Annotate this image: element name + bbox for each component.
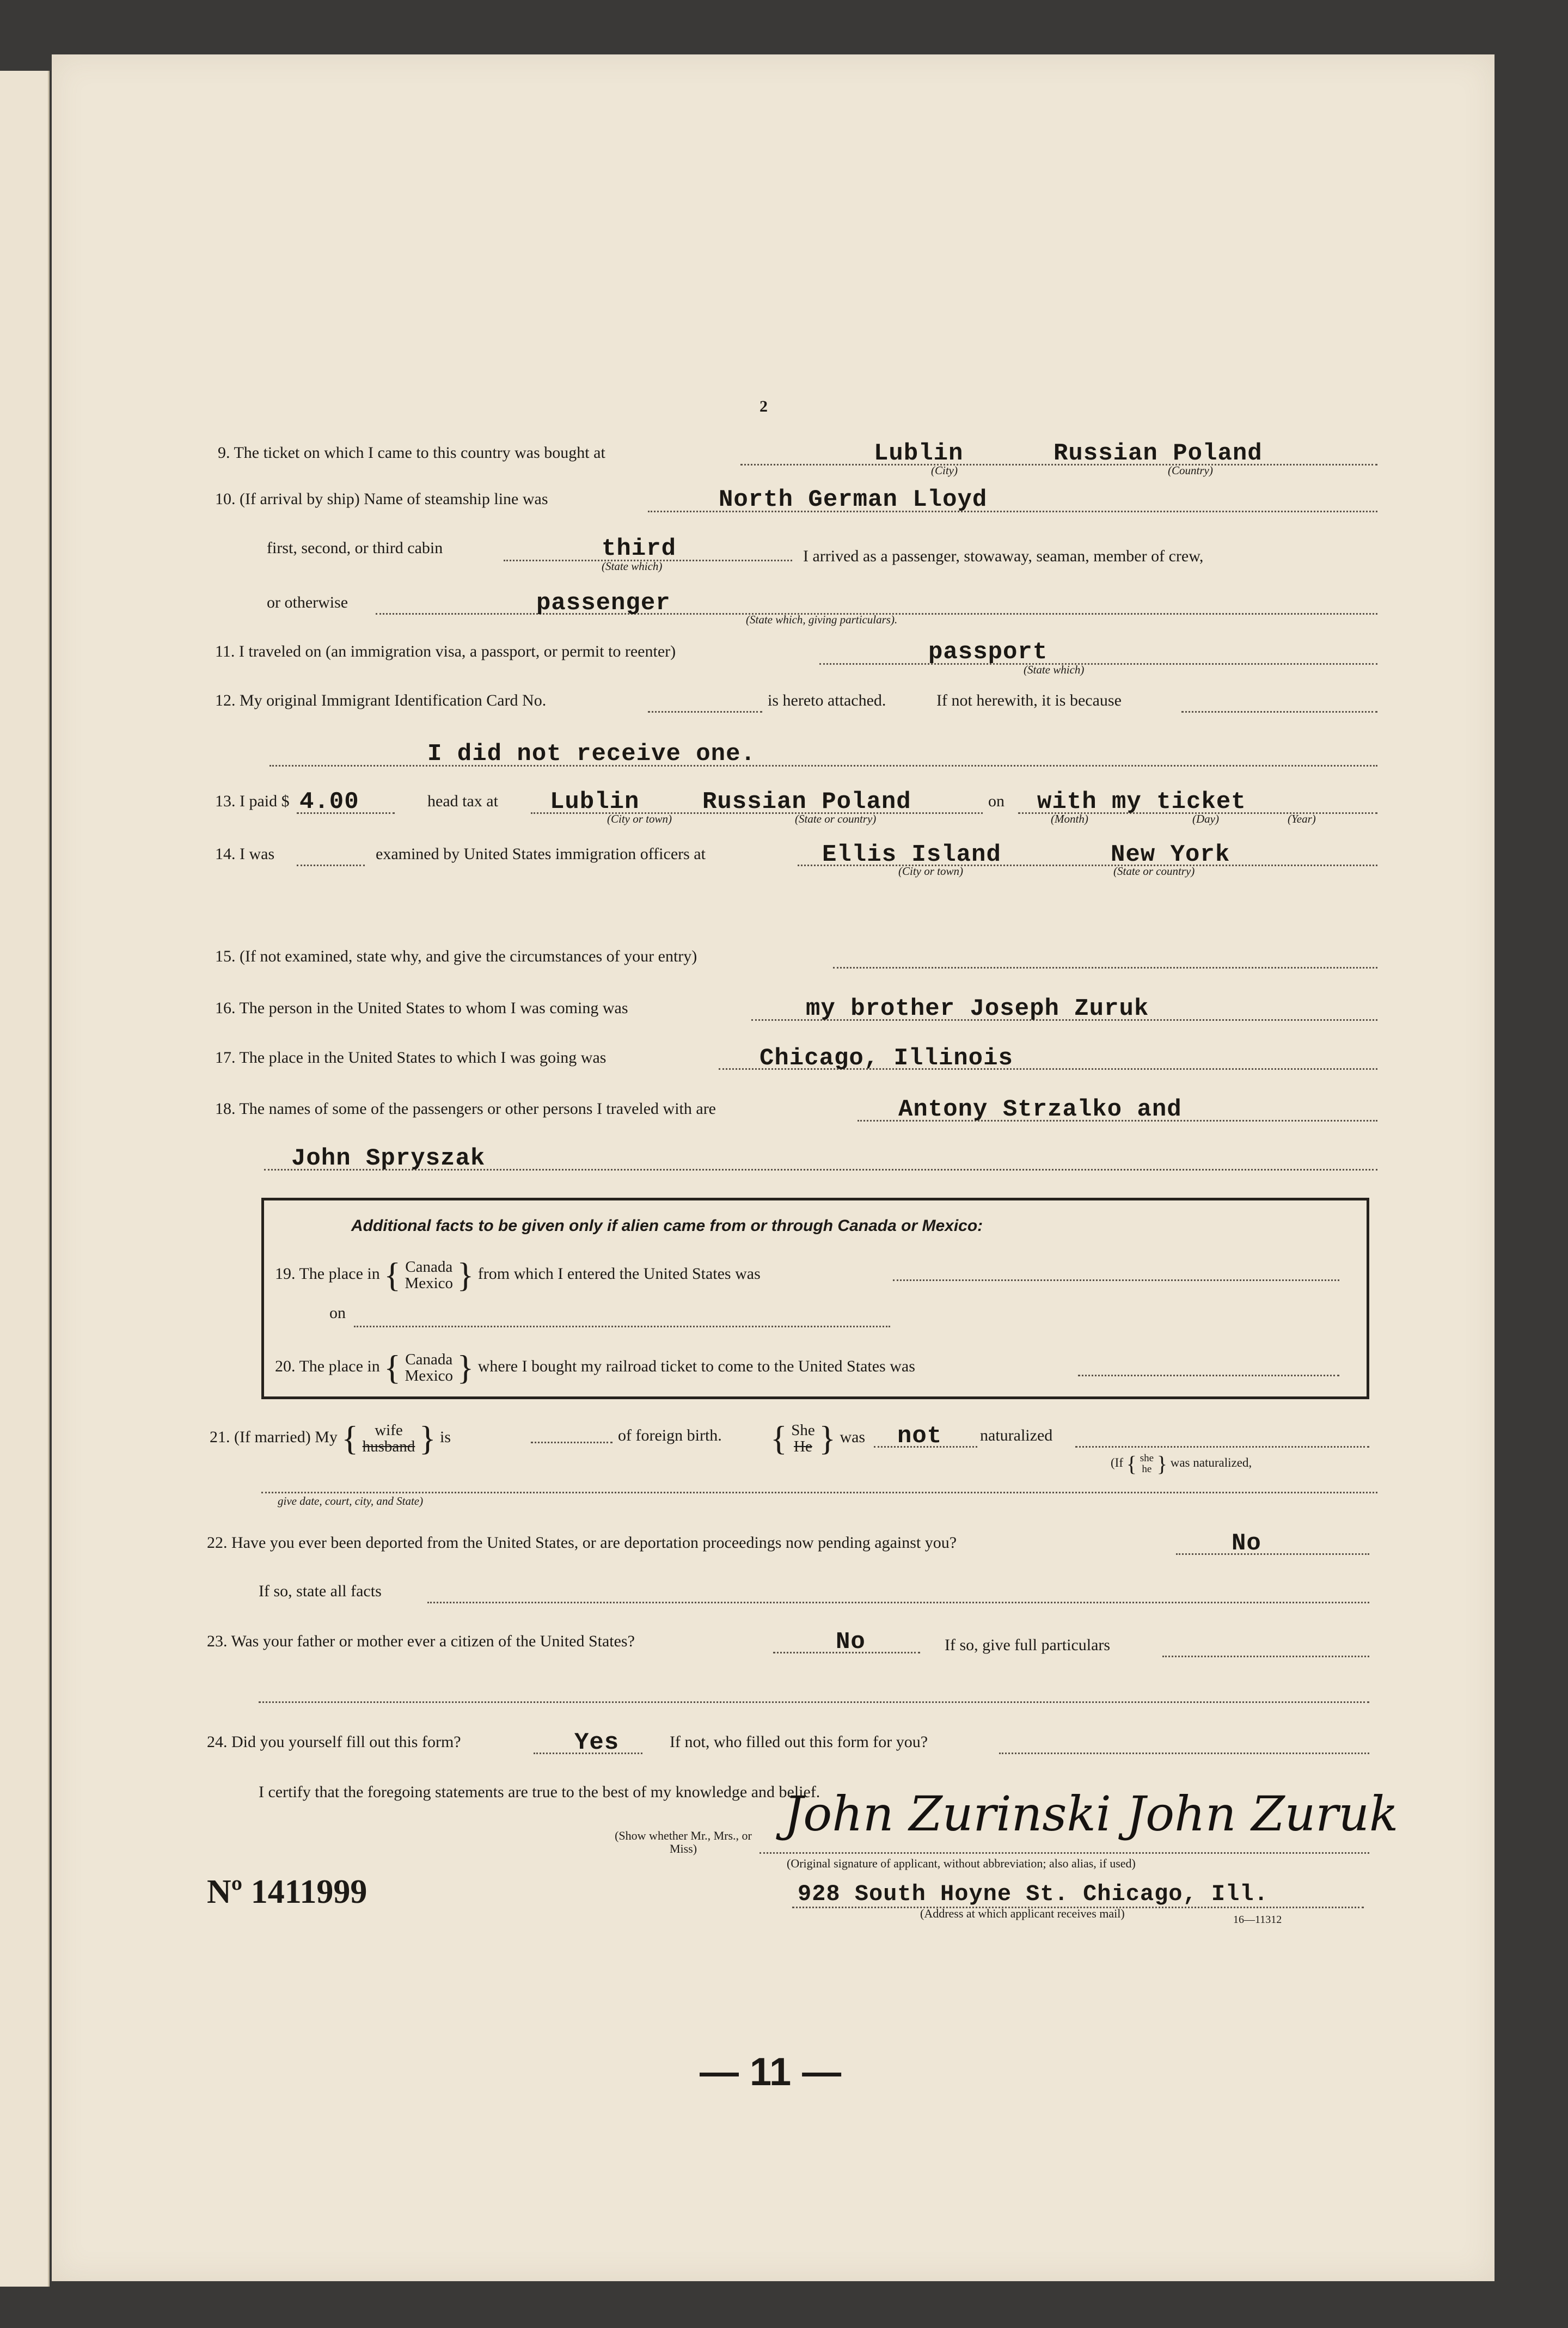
q10-otherwise: passenger — [536, 590, 671, 617]
q17-value: Chicago, Illinois — [759, 1045, 1013, 1072]
q24-text: 24. Did you yourself fill out this form? — [207, 1733, 461, 1751]
signature-line — [759, 1852, 1369, 1854]
q19-row: 19. The place in { Canada Mexico } from which I entered the United States was — [275, 1255, 761, 1294]
q9-country-label: (Country) — [1168, 464, 1213, 477]
q14-text-a: 14. I was — [215, 845, 275, 863]
q14-state-label: (State or country) — [1113, 865, 1195, 878]
q18-text: 18. The names of some of the passengers or other persons I traveled with are — [215, 1100, 716, 1118]
q20-options: Canada Mexico — [405, 1351, 454, 1384]
q21-give-line — [261, 1492, 1377, 1493]
q11-label: (State which) — [1024, 663, 1085, 676]
q13-month-label: (Month) — [1051, 812, 1088, 825]
q10-arrived-text: I arrived as a passenger, stowaway, seaman, member of crew, — [803, 547, 1204, 565]
q21-row: 21. (If married) My { wife husband } is — [210, 1419, 451, 1457]
address-label: (Address at which applicant receives mail) — [920, 1907, 1125, 1920]
q20-tail: where I bought my railroad ticket to come to the United States was — [477, 1357, 915, 1375]
q13-city: Lublin — [550, 788, 640, 816]
q21-blank-line — [531, 1442, 612, 1443]
q13-on: on — [988, 792, 1004, 810]
q12-mid: is hereto attached. — [768, 691, 886, 709]
q13-year-label: (Year) — [1288, 812, 1316, 825]
page-number: — 11 — — [700, 2050, 842, 2094]
q21-tail-line — [1075, 1446, 1369, 1448]
q13-city-label: (City or town) — [607, 812, 672, 825]
q24-tail-line — [999, 1753, 1369, 1754]
q24-tail: If not, who filled out this form for you? — [670, 1733, 928, 1751]
q20-line — [1078, 1375, 1339, 1376]
q22-text: 22. Have you ever been deported from the United States, or are deportation proceedings now pending against you? — [207, 1534, 957, 1552]
q14-city-label: (City or town) — [898, 865, 963, 878]
q19-tail: from which I entered the United States was — [477, 1264, 761, 1283]
q20-text: 20. The place in — [275, 1357, 380, 1375]
document-page — [52, 54, 1494, 2281]
canada-mexico-box — [261, 1198, 1369, 1399]
q14-state: New York — [1111, 841, 1230, 868]
q16-text: 16. The person in the United States to whom I was coming was — [215, 999, 628, 1017]
q14-blank-line — [297, 865, 365, 866]
box-title: Additional facts to be given only if alien came from or through Canada or Mexico: — [351, 1217, 983, 1235]
q19-text: 19. The place in — [275, 1264, 380, 1283]
q21-pronoun-row: { She He } was — [770, 1419, 866, 1457]
signature-label: (Original signature of applicant, without abbreviation; also alias, if used) — [787, 1857, 1136, 1870]
q23-text: 23. Was your father or mother ever a citizen of the United States? — [207, 1632, 635, 1650]
q21-if-label: (If { she he } was naturalized, — [1111, 1451, 1252, 1476]
q13-state: Russian Poland — [702, 788, 911, 816]
q10-text: 10. (If arrival by ship) Name of steamship line was — [215, 490, 548, 508]
q12-text: 12. My original Immigrant Identification Card No. — [215, 691, 547, 709]
form-code: 16—11312 — [1233, 1914, 1282, 1926]
q21-was: was — [840, 1428, 866, 1446]
q11-line — [819, 663, 1377, 665]
q9-text: 9. The ticket on which I came to this country was bought at — [218, 444, 605, 462]
q19-options: Canada Mexico — [405, 1258, 454, 1292]
q12-card-line — [648, 711, 762, 713]
box-on: on — [329, 1304, 346, 1322]
q16-value: my brother Joseph Zuruk — [806, 995, 1149, 1022]
q13-day-label: (Day) — [1192, 812, 1219, 825]
page-marker: 2 — [759, 397, 768, 415]
q22-if-text: If so, state all facts — [259, 1582, 382, 1600]
q23-tail-line — [1162, 1656, 1369, 1657]
q10-cabin: third — [602, 535, 677, 562]
q11-text: 11. I traveled on (an immigration visa, a passport, or permit to reenter) — [215, 642, 676, 660]
q14-text-b: examined by United States immigration officers at — [376, 845, 706, 863]
q10-cabin-text: first, second, or third cabin — [267, 539, 443, 557]
q14-city: Ellis Island — [822, 841, 1001, 868]
q23-line-2 — [259, 1701, 1369, 1703]
q21-not: not — [897, 1423, 942, 1450]
q21-give-label: give date, court, city, and State) — [278, 1494, 424, 1508]
certify-text: I certify that the foregoing statements are true to the best of my knowledge and belief. — [259, 1783, 820, 1801]
q10-cabin-label: (State which) — [602, 560, 663, 573]
q21-text: 21. (If married) My — [210, 1428, 338, 1446]
q13-text-a: 13. I paid $ — [215, 792, 290, 810]
q18-value: Antony Strzalko and — [898, 1096, 1182, 1123]
q10-otherwise-label: (State which, giving particulars). — [746, 613, 898, 626]
q11-value: passport — [928, 639, 1048, 666]
q9-city-label: (City) — [931, 464, 958, 477]
applicant-signature: John Zurinski John Zuruk — [784, 1786, 1399, 1842]
q13-when: with my ticket — [1037, 788, 1246, 816]
q12-reason: I did not receive one. — [427, 740, 756, 768]
q15-text: 15. (If not examined, state why, and give the circumstances of your entry) — [215, 947, 697, 965]
q22-if-line — [427, 1602, 1369, 1603]
q22-line — [1176, 1553, 1369, 1555]
q19-line — [893, 1279, 1339, 1281]
q18-value-2: John Spryszak — [291, 1145, 486, 1172]
applicant-address: 928 South Hoyne St. Chicago, Ill. — [798, 1881, 1269, 1907]
q21-naturalized: naturalized — [980, 1426, 1053, 1444]
q23-tail: If so, give full particulars — [945, 1636, 1111, 1654]
q13-text-b: head tax at — [427, 792, 498, 810]
q21-foreign: of foreign birth. — [618, 1426, 722, 1444]
q13-state-label: (State or country) — [795, 812, 877, 825]
q15-line — [833, 967, 1377, 969]
show-label: (Show whether Mr., Mrs., or Miss) — [615, 1829, 752, 1855]
q21-spouse-options: wife husband — [362, 1422, 415, 1455]
q17-text: 17. The place in the United States to which I was going was — [215, 1049, 607, 1067]
q21-is: is — [440, 1428, 451, 1446]
q9-country: Russian Poland — [1054, 440, 1263, 467]
q12-tail: If not herewith, it is because — [936, 691, 1122, 709]
facing-page-edge — [0, 71, 50, 2287]
q23-value: No — [836, 1628, 866, 1656]
q21-pronoun-options: She He — [791, 1422, 815, 1455]
q12-tail-line — [1181, 711, 1377, 713]
q10-otherwise-text: or otherwise — [267, 593, 348, 611]
q13-amount: 4.00 — [299, 788, 359, 816]
q20-row: 20. The place in { Canada Mexico } where I bought my railroad ticket to come to the United States was — [275, 1348, 915, 1387]
document-number: Nº 1411999 — [207, 1873, 367, 1910]
q9-city: Lublin — [874, 440, 964, 467]
q22-value: No — [1232, 1530, 1261, 1557]
q24-value: Yes — [574, 1729, 620, 1756]
box-on-line — [354, 1326, 890, 1327]
q10-steamship: North German Lloyd — [719, 486, 988, 513]
